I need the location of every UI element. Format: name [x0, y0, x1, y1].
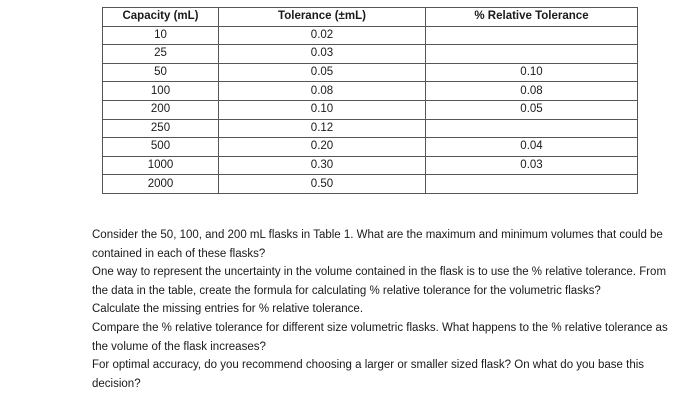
capacity-cell: 200 [103, 100, 219, 119]
tolerance-cell: 0.05 [219, 63, 426, 82]
relative-tolerance-cell: 0.03 [426, 156, 638, 175]
question-5: For optimal accuracy, do you recommend choosing a larger or smaller sized flask? On what do you base this decision? [92, 359, 645, 390]
relative-tolerance-cell [426, 175, 638, 194]
question-list [92, 226, 672, 393]
table-row [103, 45, 638, 64]
table-row [103, 119, 638, 138]
capacity-cell: 500 [103, 138, 219, 157]
table-row [103, 175, 638, 194]
relative-tolerance-cell [426, 45, 638, 64]
tolerance-cell: 0.20 [219, 138, 426, 157]
header-tolerance: Tolerance (±mL) [219, 8, 426, 27]
table-row [103, 26, 638, 45]
table-row [103, 156, 638, 175]
relative-tolerance-cell: 0.10 [426, 63, 638, 82]
tolerance-cell: 0.12 [219, 119, 426, 138]
tolerance-cell: 0.02 [219, 26, 426, 45]
question-4: Compare the % relative tolerance for different size volumetric flasks. What happens to the % relative tolerance as the volume of the flask increases? [92, 321, 668, 353]
table-row [103, 138, 638, 157]
relative-tolerance-cell: 0.04 [426, 138, 638, 157]
header-relative-tolerance: % Relative Tolerance [426, 8, 638, 27]
capacity-cell: 1000 [103, 156, 219, 175]
tolerance-cell: 0.10 [219, 100, 426, 119]
question-2: One way to represent the uncertainty in the volume contained in the flask is to use the % relative tolerance. From the data in the table, create the formula for calculating % relative tolerance for the volumetric flasks? [92, 266, 667, 297]
table-row [103, 82, 638, 101]
table-row [103, 100, 638, 119]
capacity-cell: 10 [103, 26, 219, 45]
tolerance-cell: 0.03 [219, 45, 426, 64]
tolerance-cell: 0.08 [219, 82, 426, 101]
question-3: Calculate the missing entries for % relative tolerance. [92, 303, 364, 316]
relative-tolerance-cell [426, 119, 638, 138]
table-header-row [103, 8, 638, 27]
tolerance-cell: 0.30 [219, 156, 426, 175]
capacity-cell: 25 [103, 45, 219, 64]
relative-tolerance-cell [426, 26, 638, 45]
question-1: Consider the 50, 100, and 200 mL flasks in Table 1. What are the maximum and minimum volumes that could be contained in each of these flasks? [92, 229, 663, 260]
relative-tolerance-cell: 0.08 [426, 82, 638, 101]
tolerance-cell: 0.50 [219, 175, 426, 194]
capacity-cell: 100 [103, 82, 219, 101]
capacity-cell: 2000 [103, 175, 219, 194]
tolerance-table [102, 7, 638, 194]
capacity-cell: 50 [103, 63, 219, 82]
relative-tolerance-cell: 0.05 [426, 100, 638, 119]
capacity-cell: 250 [103, 119, 219, 138]
header-capacity: Capacity (mL) [103, 8, 219, 27]
table-row [103, 63, 638, 82]
